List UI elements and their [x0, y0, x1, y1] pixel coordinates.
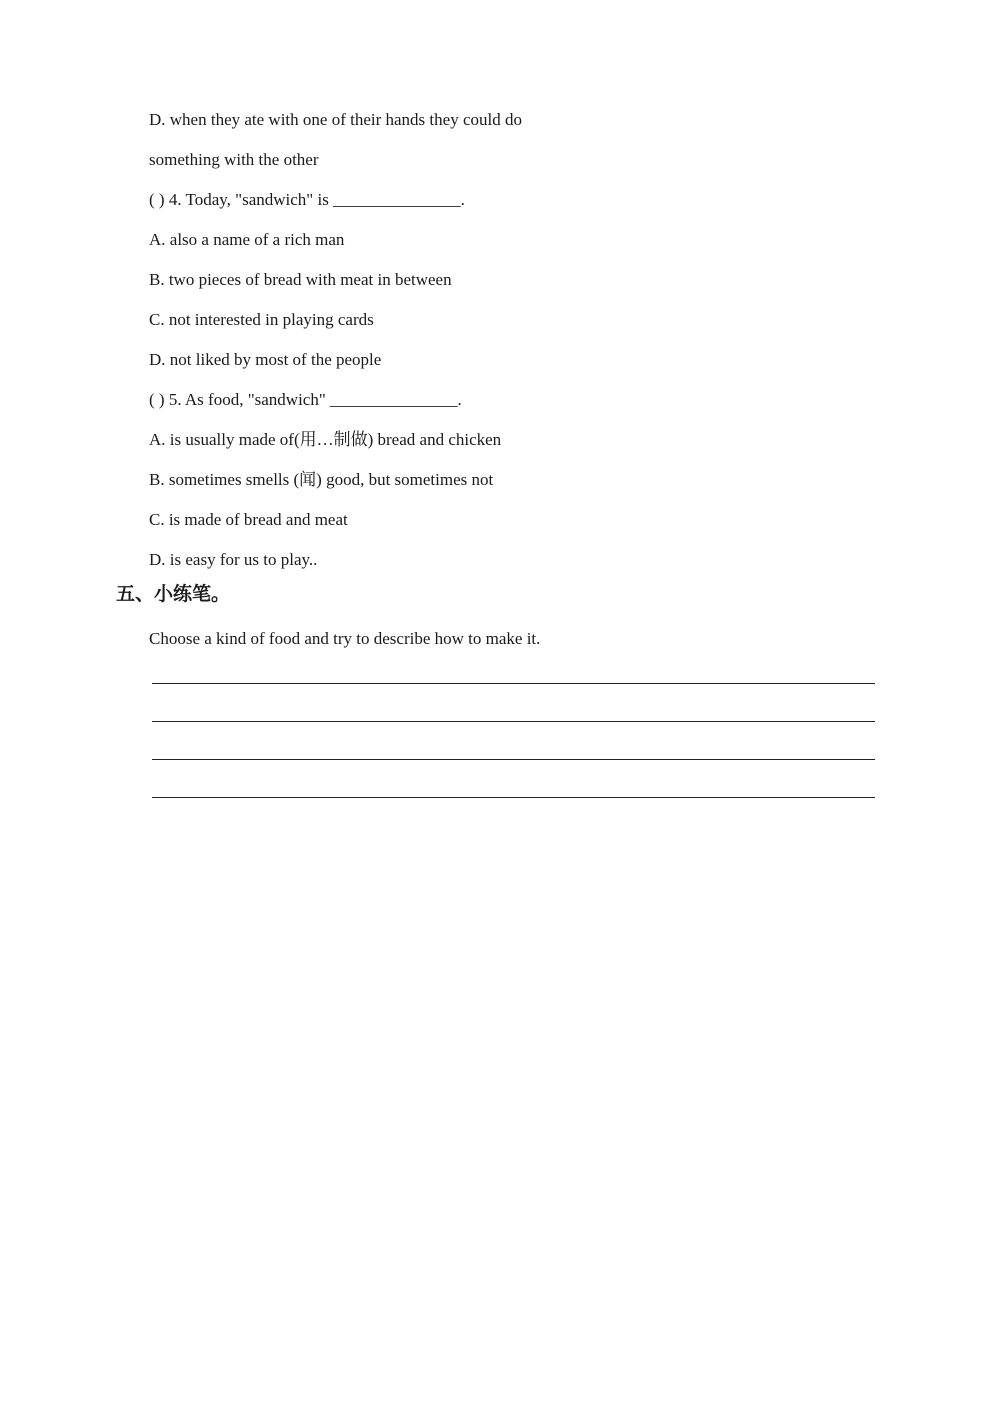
- q5-stem: ( ) 5. As food, "sandwich" _______________.: [149, 390, 462, 409]
- q4-option-c: C. not interested in playing cards: [149, 310, 374, 329]
- q3-option-d-line2: something with the other: [149, 150, 319, 169]
- section5-instruction: Choose a kind of food and try to describe how to make it.: [149, 629, 541, 648]
- q4-stem: ( ) 4. Today, "sandwich" is _______________.: [149, 190, 465, 209]
- q4-option-d: D. not liked by most of the people: [149, 350, 382, 369]
- q5-option-d: D. is easy for us to play..: [149, 550, 318, 569]
- section5-heading: 五、小练笔。: [116, 583, 231, 605]
- q4-option-a: A. also a name of a rich man: [149, 230, 345, 249]
- q5-option-a: A. is usually made of(用…制做) bread and chicken: [149, 430, 502, 449]
- writing-line[interactable]: [152, 683, 875, 684]
- writing-line[interactable]: [152, 797, 875, 798]
- q5-option-b: B. sometimes smells (闻) good, but sometimes not: [149, 470, 494, 489]
- q5-option-c: C. is made of bread and meat: [149, 510, 348, 529]
- writing-line[interactable]: [152, 759, 875, 760]
- q3-option-d-line1: D. when they ate with one of their hands they could do: [149, 110, 522, 129]
- q4-option-b: B. two pieces of bread with meat in between: [149, 270, 452, 289]
- writing-line[interactable]: [152, 721, 875, 722]
